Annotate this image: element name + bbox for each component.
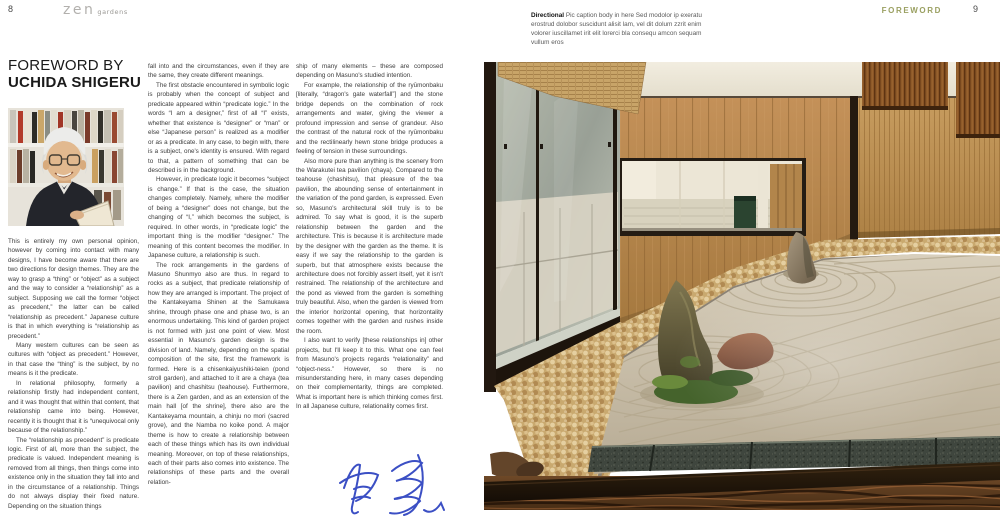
body-column-1: [8, 237, 139, 526]
title-line-1: FOREWORD BY: [8, 57, 124, 74]
paragraph: The rock arrangements in the gardens of Masuno Shunmyo also are thus. In regard to rocks as a subject, that predicate relationship of how they are arranged is important. The project of the Kantakeyama Shinen at the Samukawa shrine, through phase one and phase two, is an enormous undertaking. This kind of garden project is not formed with just one point of view. Most essential in Masuno's garden design is the division of land. Namely, depending on the spatial composition of the site, first the framework is formed. Here is a chisenkaiyushiki-teien (pond stroll garden), and attached to it are a chaya (tea pavilion) and chashitsu (teahouse). Furthermore, there is a Zen garden, and as an extension of the main hall [of the shrine], there also are the Kantakeyama mountain, a chinju no mori (sacred grove), and the Namba no koike pond. A major theme is how to create a relationship between each of these things which has its own individual meaning. Moreover, on top of these relationships, each of their parts also comes into existence. The relationships of these parts and the overall relation-: [148, 261, 289, 486]
paragraph: For example, the relationship of the ryūmonbaku [literally, “dragon's gate waterfall”] and the stone bridge depends on the combination of rock arrangements and water, giving the viewer a profound impression and sense of grandeur. Also the contrast of the natural rock of the ryūmonbaku and the rectilinearly hewn stone bridge produces a feeling of tension in these surroundings.: [296, 81, 443, 156]
body-column-3: [296, 62, 443, 462]
foreword-title: [8, 57, 141, 91]
paragraph: The first obstacle encountered in symbolic logic is probably when the concept of subject and predicate appeared within “predicate logic.” In the words “I am a designer,” first of all “I” exists, whether that existence is “designer” or “man” or else “Japanese person” is realized as a modifier or as a predicate. In any case, to begin with, there is a subject, one's identity is ensured. With regard to that, a pattern of something that can be described is in the background.: [148, 81, 289, 174]
brand-logo-sub: gardens: [97, 8, 128, 16]
photo-left-frame-post: [484, 62, 496, 392]
paragraph: fall into and the circumstances, even if they are the same, they create different meanings.: [148, 63, 289, 80]
caption-lead: Directional: [531, 12, 565, 19]
author-signature: [330, 450, 448, 524]
brand-logo-main: zen: [63, 2, 96, 18]
paragraph: The “relationship as precedent” is predicate logic. First of all, more than the subject, the predicate is valued. Independent meaning is removed from all things, then things come into existence only in the situation they fall into and in the circumstance of a relationship. Things do not always display their fixed nature. Depending on the situation things: [8, 436, 139, 510]
photo-window-opening: [618, 158, 806, 236]
paragraph: This is entirely my own personal opinion, however by coming into contact with many designs, I have become aware that there are two directions for design themes. They are the way to grasp a “thing” or “object” as a subject and the way to consider a “relationship” as a subject. Supposing we call the former “object as precedent,” the latter can be called “relationship as precedent.” Japanese culture is that in which everything is “relationship as precedent.”: [8, 238, 139, 340]
section-label: FOREWORD: [881, 6, 942, 15]
author-portrait-photo: [8, 108, 124, 226]
title-line-2: UCHIDA SHIGERU: [8, 74, 142, 91]
paragraph: Many western cultures can be seen as cultures with “object as precedent.” However, in that case the “thing” is the subject, by no means is it the predicate.: [8, 341, 139, 378]
caption-body: Pic caption body in here Sed modolor ip exeratu erostrud dolobor suscidunt alisit lam, vel dit dolum zzrit enim volorer iuscillamet irit elit lorerci bla consequ amcon sequam vullum eros: [531, 12, 702, 46]
photo-caption: [531, 12, 711, 48]
photo-light-pool: [674, 280, 984, 444]
paragraph: In relational philosophy, formerly a relationship firstly had independent content, and it was thought that within that content, that relationship came into being. However, recently it is thought that it is “unequivocal only because of the relationship.”: [8, 379, 139, 435]
zen-garden-photo: [484, 62, 1000, 510]
paragraph: However, in predicate logic it becomes “subject is change.” If that is the case, the situation changes completely. Namely, where the modifier of being a “designer” does not change, but the changing of “I,” which becomes the subject, is required. In other words, in “predicate logic” the important thing is the modifier “designer.” The meaning of this content becomes the modifier. In Japanese culture, a relationship is such.: [148, 176, 289, 260]
photo-corner-post: [850, 96, 858, 240]
paragraph: I also want to verify [these relationships in] other projects, but I'll keep it to this. What one can feel from Masuno's projects regards “relationality” and “object-ness.” However, so there is no misunderstanding here, in many cases depending on their complementarity, things are completed. What is important here is which thinking comes first. In all Japanese culture, relationality comes first.: [296, 337, 443, 411]
page-number-right: 9: [972, 4, 978, 14]
brand-logo: [63, 2, 128, 18]
body-column-2: [148, 62, 289, 526]
paragraph: ship of many elements – these are composed depending on Masuno's studied intention.: [296, 63, 443, 80]
page-number-left: 8: [8, 4, 14, 14]
paragraph: Also more pure than anything is the scenery from the Warakutei tea pavilion (chaya). Compared to the teahouse (chashitsu), that pleasure of the tea pavilion, the abounding sense of entertainment in the variation of the pond garden, is expressed. Even so, Masuno's architectural skill truly is to be admired. To say what is good, it is the superb relationship between the garden and the architecture. This is because it is architecture made by the designer with the garden as the theme. It is easy if we say the relationship to the garden is superb, but that atmosphere exists because the architecture does not forcibly assert itself, yet it isn't restrained. The relationship of the architecture and the pond as viewed from the garden is something truly beautiful. Also, when the garden is viewed from the interior horizontal opening, that horizontality comes together with the garden and rushes inside the room.: [296, 157, 443, 335]
